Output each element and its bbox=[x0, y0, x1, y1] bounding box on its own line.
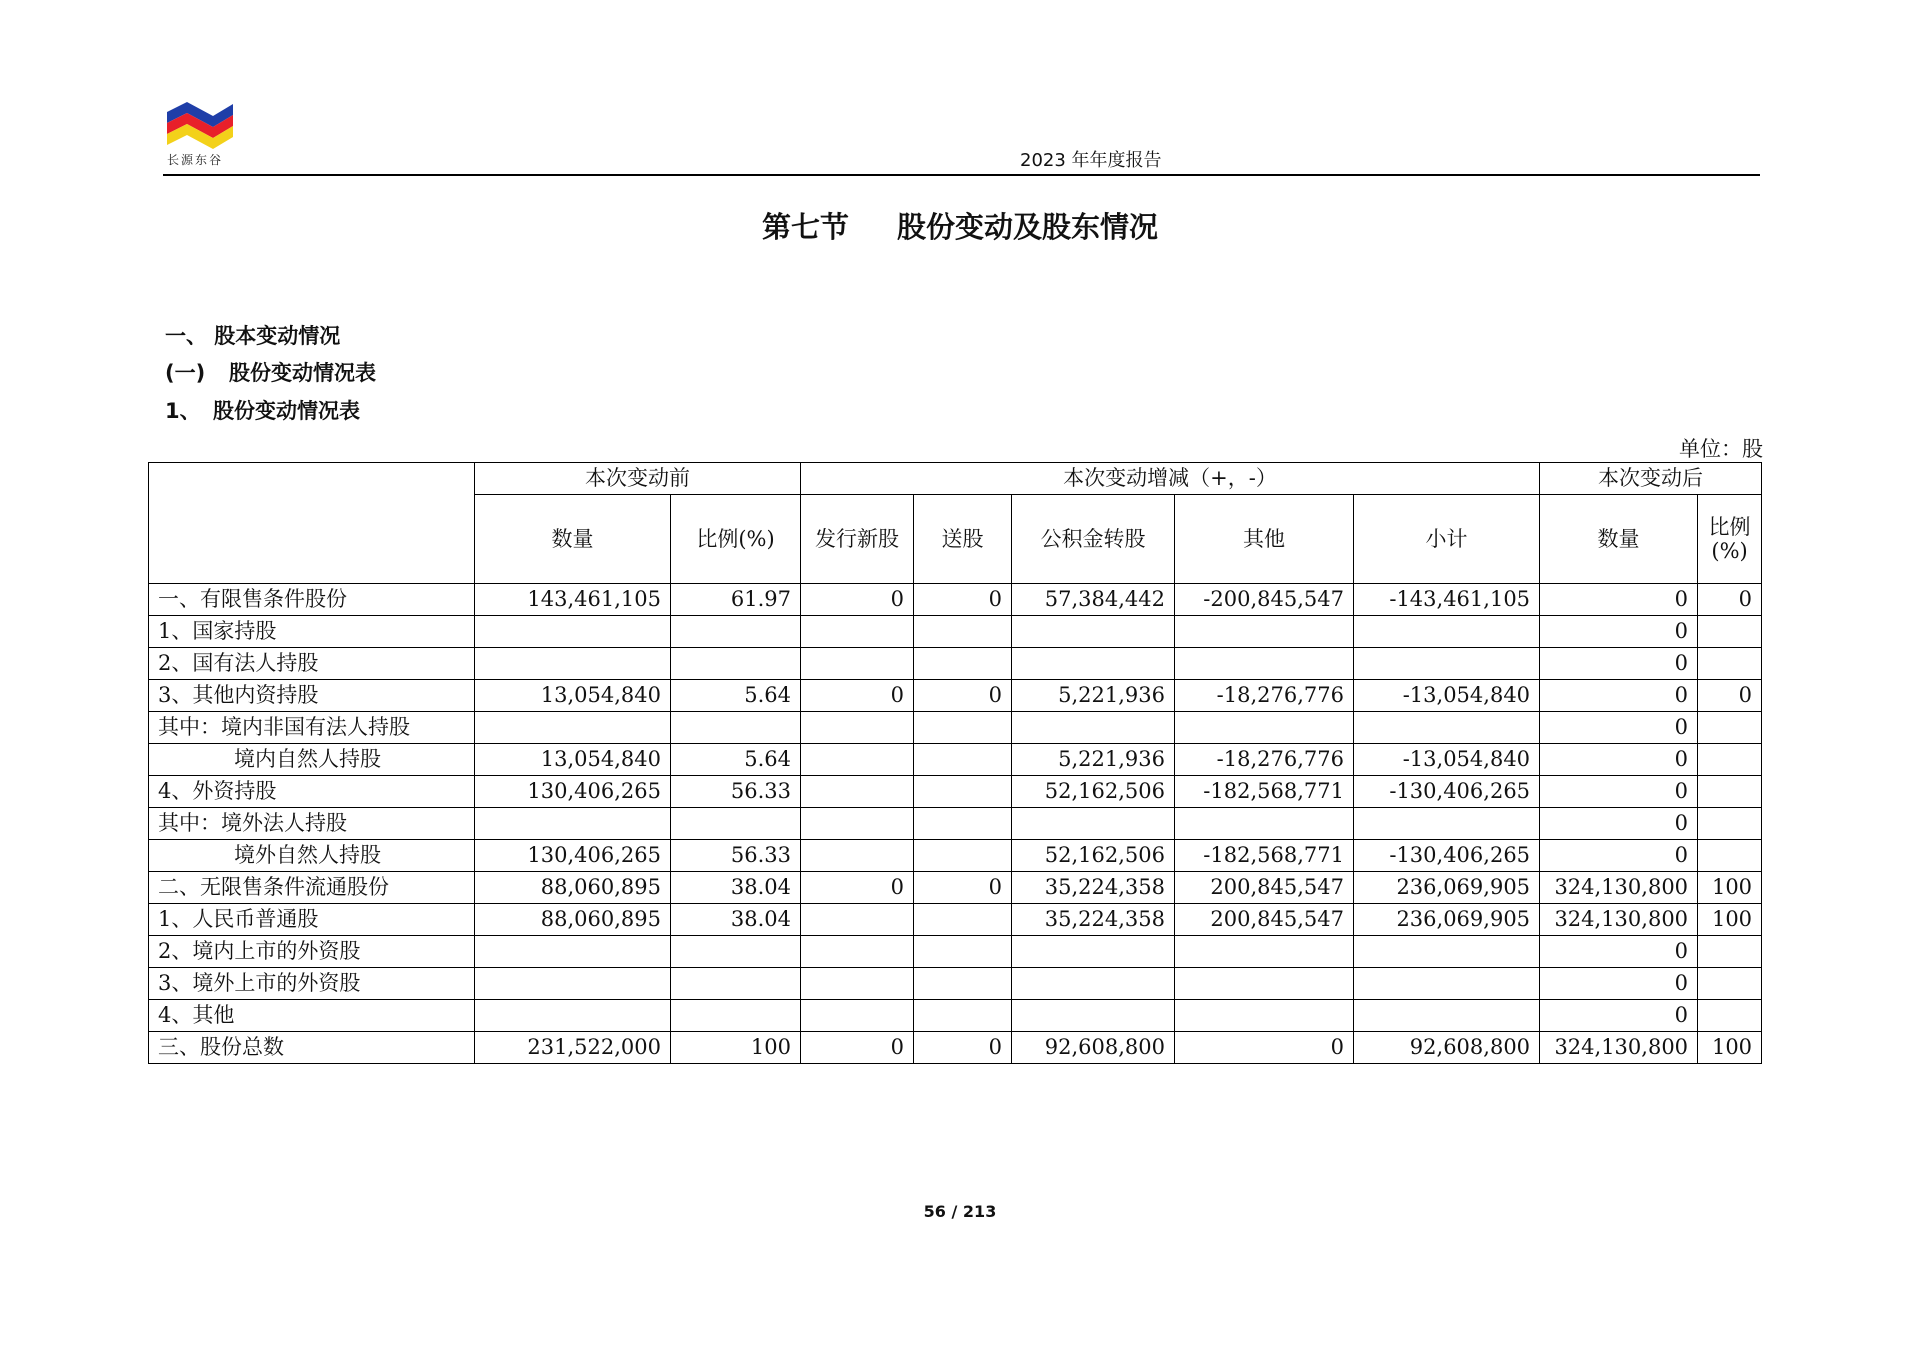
row-label: 1、人民币普通股 bbox=[149, 904, 475, 936]
table-cell: -143,461,105 bbox=[1354, 584, 1540, 616]
table-cell: 0 bbox=[1698, 584, 1762, 616]
table-cell: 130,406,265 bbox=[475, 776, 671, 808]
row-label: 一、有限售条件股份 bbox=[149, 584, 475, 616]
table-cell: 100 bbox=[671, 1032, 801, 1064]
table-row bbox=[149, 744, 1762, 776]
table-cell: 0 bbox=[1540, 1000, 1698, 1032]
table-cell bbox=[914, 968, 1012, 1000]
table-cell bbox=[1354, 616, 1540, 648]
logo-text: 长源东谷 bbox=[167, 153, 224, 167]
table-cell: 0 bbox=[914, 680, 1012, 712]
table-cell: 0 bbox=[1540, 584, 1698, 616]
table-cell: 0 bbox=[1698, 680, 1762, 712]
table-cell: 0 bbox=[1540, 936, 1698, 968]
table-cell: 5.64 bbox=[671, 744, 801, 776]
table-cell bbox=[914, 616, 1012, 648]
row-label: 2、境内上市的外资股 bbox=[149, 936, 475, 968]
table-cell bbox=[671, 616, 801, 648]
table-cell: 35,224,358 bbox=[1012, 904, 1175, 936]
table-cell bbox=[1698, 936, 1762, 968]
col-header-other: 其他 bbox=[1175, 495, 1354, 584]
col-header-before-pct: 比例(%) bbox=[671, 495, 801, 584]
table-cell: 100 bbox=[1698, 904, 1762, 936]
row-label: 境外自然人持股 bbox=[149, 840, 475, 872]
group-header-after: 本次变动后 bbox=[1540, 463, 1762, 495]
table-cell: 324,130,800 bbox=[1540, 1032, 1698, 1064]
table-cell: -182,568,771 bbox=[1175, 776, 1354, 808]
table-cell: 200,845,547 bbox=[1175, 904, 1354, 936]
table-cell bbox=[1698, 776, 1762, 808]
table-cell bbox=[1698, 968, 1762, 1000]
table-cell: 143,461,105 bbox=[475, 584, 671, 616]
table-cell bbox=[1012, 616, 1175, 648]
table-cell: 0 bbox=[1540, 616, 1698, 648]
table-cell: 5.64 bbox=[671, 680, 801, 712]
table-cell: 0 bbox=[1540, 968, 1698, 1000]
table-cell: 236,069,905 bbox=[1354, 904, 1540, 936]
section-number: 第七节 bbox=[761, 210, 849, 244]
col-header-subtotal: 小计 bbox=[1354, 495, 1540, 584]
col-header-before-qty: 数量 bbox=[475, 495, 671, 584]
unit-label: 单位：股 bbox=[1679, 437, 1763, 461]
table-cell bbox=[1012, 968, 1175, 1000]
table-cell bbox=[671, 936, 801, 968]
table-cell: -13,054,840 bbox=[1354, 680, 1540, 712]
table-cell: 92,608,800 bbox=[1354, 1032, 1540, 1064]
row-label: 4、外资持股 bbox=[149, 776, 475, 808]
table-row bbox=[149, 1000, 1762, 1032]
table-cell bbox=[1354, 712, 1540, 744]
table-cell bbox=[801, 904, 914, 936]
table-cell bbox=[475, 968, 671, 1000]
table-cell: 61.97 bbox=[671, 584, 801, 616]
table-cell bbox=[1354, 968, 1540, 1000]
row-label: 三、股份总数 bbox=[149, 1032, 475, 1064]
table-cell bbox=[671, 1000, 801, 1032]
table-cell: -200,845,547 bbox=[1175, 584, 1354, 616]
col-header-reserve: 公积金转股 bbox=[1012, 495, 1175, 584]
table-cell bbox=[914, 648, 1012, 680]
table-cell: 231,522,000 bbox=[475, 1032, 671, 1064]
table-cell: 38.04 bbox=[671, 904, 801, 936]
table-cell bbox=[1175, 616, 1354, 648]
row-label: 其中：境内非国有法人持股 bbox=[149, 712, 475, 744]
heading-level-2 bbox=[165, 357, 376, 387]
col-header-bonus: 送股 bbox=[914, 495, 1012, 584]
table-cell: 0 bbox=[914, 1032, 1012, 1064]
table-cell: 0 bbox=[1540, 680, 1698, 712]
table-row bbox=[149, 936, 1762, 968]
table-cell bbox=[475, 648, 671, 680]
table-cell: 88,060,895 bbox=[475, 872, 671, 904]
row-label: 其中：境外法人持股 bbox=[149, 808, 475, 840]
table-row bbox=[149, 968, 1762, 1000]
table-cell bbox=[1012, 936, 1175, 968]
table-cell bbox=[1012, 712, 1175, 744]
table-cell bbox=[1175, 808, 1354, 840]
table-cell bbox=[671, 808, 801, 840]
heading-level-3-number: 1、 bbox=[165, 399, 201, 423]
table-row bbox=[149, 648, 1762, 680]
table-row bbox=[149, 776, 1762, 808]
table-cell: -18,276,776 bbox=[1175, 680, 1354, 712]
col-header-new-issue: 发行新股 bbox=[801, 495, 914, 584]
header-divider bbox=[163, 174, 1760, 176]
table-row bbox=[149, 680, 1762, 712]
company-logo bbox=[165, 98, 237, 168]
table-cell: 100 bbox=[1698, 872, 1762, 904]
table-body bbox=[149, 584, 1762, 1064]
table-cell: 52,162,506 bbox=[1012, 776, 1175, 808]
table-cell: 100 bbox=[1698, 1032, 1762, 1064]
row-label: 1、国家持股 bbox=[149, 616, 475, 648]
table-cell bbox=[914, 840, 1012, 872]
table-cell bbox=[1012, 1000, 1175, 1032]
table-cell: 0 bbox=[1540, 840, 1698, 872]
table-cell bbox=[475, 808, 671, 840]
table-cell: -130,406,265 bbox=[1354, 776, 1540, 808]
table-cell: 0 bbox=[1175, 1032, 1354, 1064]
table-cell: 92,608,800 bbox=[1012, 1032, 1175, 1064]
table-cell bbox=[1698, 744, 1762, 776]
row-label-header bbox=[149, 463, 475, 584]
table-row bbox=[149, 1032, 1762, 1064]
table-cell: 56.33 bbox=[671, 840, 801, 872]
table-cell bbox=[1698, 808, 1762, 840]
heading-level-1: 一、 股本变动情况 bbox=[165, 324, 341, 348]
table-row bbox=[149, 712, 1762, 744]
table-cell bbox=[914, 1000, 1012, 1032]
table-cell: 0 bbox=[1540, 744, 1698, 776]
table-cell bbox=[801, 808, 914, 840]
table-cell bbox=[671, 712, 801, 744]
table-cell bbox=[801, 936, 914, 968]
col-header-after-qty: 数量 bbox=[1540, 495, 1698, 584]
heading-level-2-number: (一) bbox=[165, 361, 206, 385]
table-cell bbox=[801, 712, 914, 744]
table-cell bbox=[914, 744, 1012, 776]
table-cell: 0 bbox=[1540, 808, 1698, 840]
table-cell: 52,162,506 bbox=[1012, 840, 1175, 872]
table-cell: 35,224,358 bbox=[1012, 872, 1175, 904]
heading-level-3 bbox=[165, 395, 360, 425]
heading-level-2-text: 股份变动情况表 bbox=[229, 361, 376, 385]
table-cell bbox=[1698, 712, 1762, 744]
table-cell: 5,221,936 bbox=[1012, 680, 1175, 712]
table-cell: 0 bbox=[1540, 648, 1698, 680]
table-cell: 0 bbox=[801, 1032, 914, 1064]
table-cell bbox=[801, 1000, 914, 1032]
table-cell: 0 bbox=[801, 872, 914, 904]
table-cell bbox=[914, 808, 1012, 840]
table-row bbox=[149, 808, 1762, 840]
row-label: 二、无限售条件流通股份 bbox=[149, 872, 475, 904]
col-header-after-pct: 比例(%) bbox=[1698, 495, 1762, 584]
table-cell bbox=[1012, 808, 1175, 840]
table-cell: 0 bbox=[1540, 776, 1698, 808]
table-cell: 324,130,800 bbox=[1540, 872, 1698, 904]
share-change-table bbox=[148, 462, 1762, 1064]
section-name: 股份变动及股东情况 bbox=[897, 210, 1159, 244]
table-cell bbox=[475, 712, 671, 744]
table-cell: -130,406,265 bbox=[1354, 840, 1540, 872]
table-cell bbox=[914, 712, 1012, 744]
table-cell: 0 bbox=[801, 584, 914, 616]
table-cell bbox=[914, 776, 1012, 808]
table-cell bbox=[1354, 648, 1540, 680]
heading-level-3-text: 股份变动情况表 bbox=[213, 399, 360, 423]
table-cell: 88,060,895 bbox=[475, 904, 671, 936]
table-cell bbox=[1175, 968, 1354, 1000]
table-cell: -18,276,776 bbox=[1175, 744, 1354, 776]
table-cell bbox=[1698, 648, 1762, 680]
table-cell bbox=[1175, 936, 1354, 968]
table-cell: 200,845,547 bbox=[1175, 872, 1354, 904]
table-cell: 0 bbox=[1540, 712, 1698, 744]
page-number: 56 / 213 bbox=[923, 1202, 997, 1221]
table-cell bbox=[801, 840, 914, 872]
logo-icon bbox=[165, 98, 235, 150]
table-cell bbox=[914, 936, 1012, 968]
table-cell bbox=[1012, 648, 1175, 680]
table-cell bbox=[1354, 808, 1540, 840]
group-header-change: 本次变动增减（+，-） bbox=[801, 463, 1540, 495]
row-label: 2、国有法人持股 bbox=[149, 648, 475, 680]
table-cell bbox=[1175, 648, 1354, 680]
table-cell bbox=[1175, 712, 1354, 744]
row-label: 4、其他 bbox=[149, 1000, 475, 1032]
table-cell: 5,221,936 bbox=[1012, 744, 1175, 776]
table-cell bbox=[1698, 1000, 1762, 1032]
table-cell: -13,054,840 bbox=[1354, 744, 1540, 776]
table-cell bbox=[1354, 936, 1540, 968]
table-cell bbox=[801, 776, 914, 808]
table-cell bbox=[671, 968, 801, 1000]
table-cell bbox=[914, 904, 1012, 936]
table-cell bbox=[1175, 1000, 1354, 1032]
table-cell: 0 bbox=[801, 680, 914, 712]
table-cell bbox=[1698, 616, 1762, 648]
report-title: 2023 年年度报告 bbox=[1020, 150, 1162, 171]
table-cell bbox=[801, 744, 914, 776]
table-cell bbox=[1354, 1000, 1540, 1032]
row-label: 3、其他内资持股 bbox=[149, 680, 475, 712]
table-cell: 13,054,840 bbox=[475, 744, 671, 776]
table-cell: 13,054,840 bbox=[475, 680, 671, 712]
table-row bbox=[149, 616, 1762, 648]
table-cell: 38.04 bbox=[671, 872, 801, 904]
table-cell bbox=[475, 1000, 671, 1032]
table-cell: 0 bbox=[914, 872, 1012, 904]
table-cell bbox=[475, 936, 671, 968]
table-cell: 236,069,905 bbox=[1354, 872, 1540, 904]
table-cell: -182,568,771 bbox=[1175, 840, 1354, 872]
table-cell: 57,384,442 bbox=[1012, 584, 1175, 616]
row-label: 境内自然人持股 bbox=[149, 744, 475, 776]
table-cell bbox=[475, 616, 671, 648]
table-cell bbox=[801, 968, 914, 1000]
table-row bbox=[149, 840, 1762, 872]
table-row bbox=[149, 872, 1762, 904]
group-header-before: 本次变动前 bbox=[475, 463, 801, 495]
table-cell: 324,130,800 bbox=[1540, 904, 1698, 936]
table-cell: 130,406,265 bbox=[475, 840, 671, 872]
table-row bbox=[149, 584, 1762, 616]
table-cell bbox=[1698, 840, 1762, 872]
table-row bbox=[149, 904, 1762, 936]
section-title bbox=[0, 205, 1920, 246]
row-label: 3、境外上市的外资股 bbox=[149, 968, 475, 1000]
table-cell: 0 bbox=[914, 584, 1012, 616]
table-cell bbox=[671, 648, 801, 680]
table-cell bbox=[801, 616, 914, 648]
table-cell bbox=[801, 648, 914, 680]
table-cell: 56.33 bbox=[671, 776, 801, 808]
